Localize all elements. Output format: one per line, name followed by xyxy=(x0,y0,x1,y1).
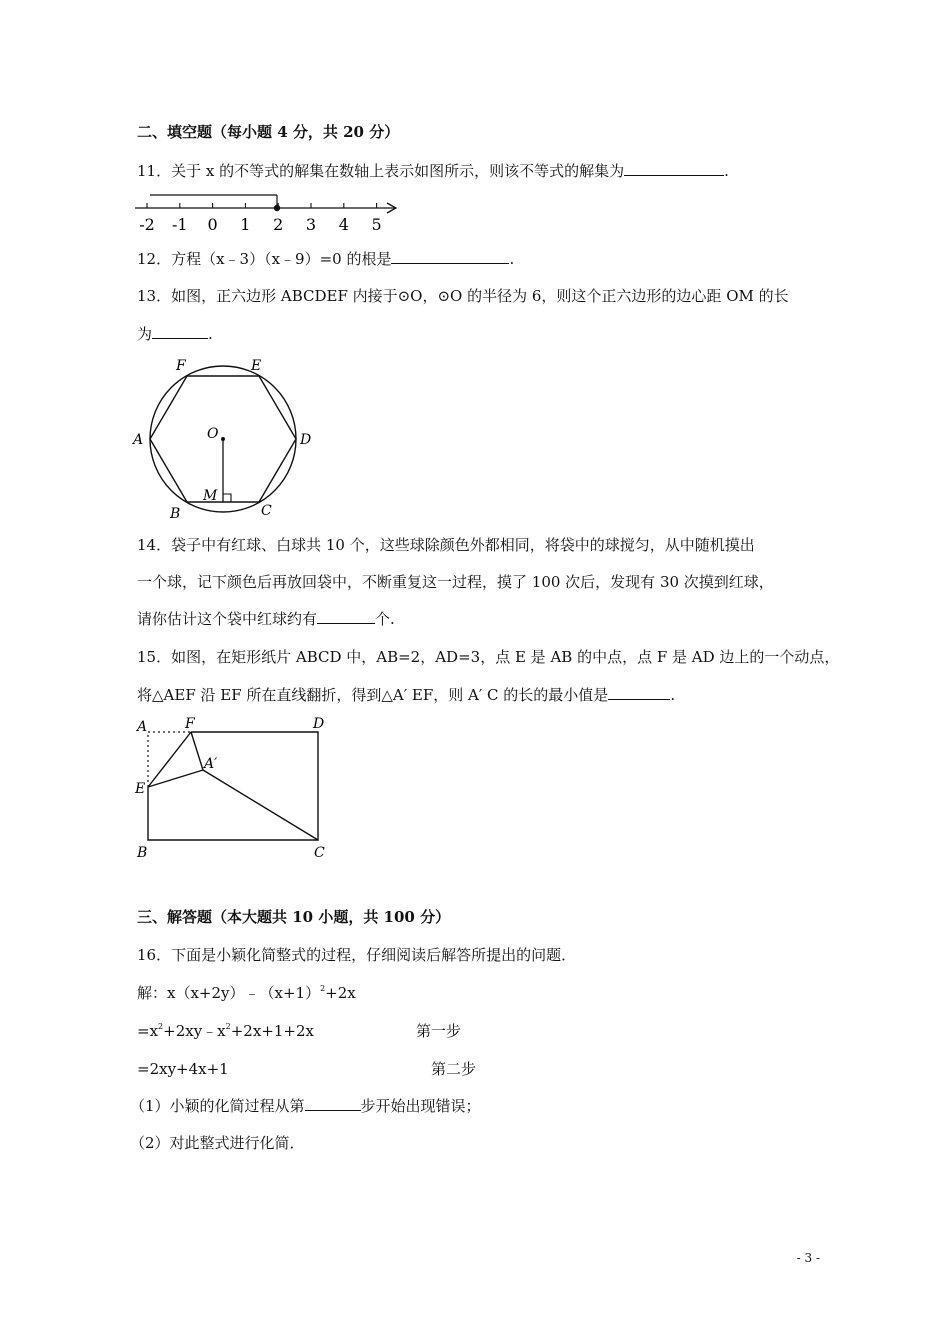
question-14-line3 xyxy=(137,609,395,629)
question-text: 11．关于 x 的不等式的解集在数轴上表示如图所示，则该不等式的解集为 xyxy=(137,162,625,180)
expression: 解：x（x+2y）﹣（x+1） xyxy=(137,984,321,1002)
label-e: E xyxy=(251,358,262,374)
segment-a-prime-c xyxy=(203,770,318,840)
question-text: 请你估计这个袋中红球约有 xyxy=(137,610,318,628)
tick-label: 3 xyxy=(305,215,317,234)
question-13-line2 xyxy=(137,324,213,344)
label-c: C xyxy=(314,845,325,861)
expression: +2x xyxy=(325,984,356,1002)
question-11 xyxy=(137,161,729,181)
label-f: F xyxy=(176,358,186,374)
tick-label: 1 xyxy=(240,215,251,234)
label-a: A xyxy=(137,719,148,735)
answer-blank xyxy=(624,161,724,176)
solution-line xyxy=(137,983,356,1003)
question-14-line2: 一个球，记下颜色后再放回袋中，不断重复这一过程，摸了 100 次后，发现有 30 次摸到红球， xyxy=(137,573,774,591)
period: . xyxy=(509,250,515,268)
period: . xyxy=(208,325,213,343)
expression: +2x+1+2x xyxy=(230,1022,314,1040)
period: . xyxy=(670,686,676,704)
label-a-prime: A′ xyxy=(204,756,218,772)
question-16-intro: 16．下面是小颖化简整式的过程，仔细阅读后解答所提出的问题． xyxy=(137,946,577,964)
label-e: E xyxy=(135,781,146,797)
unit-text: 个. xyxy=(375,610,395,628)
part-1 xyxy=(130,1096,481,1116)
segment-fa-prime xyxy=(191,732,203,770)
step-1-label: 第一步 xyxy=(416,1022,462,1040)
label-b: B xyxy=(170,506,181,522)
tick-label: -1 xyxy=(172,215,188,234)
question-15-line2 xyxy=(137,685,675,705)
period: . xyxy=(724,162,729,180)
label-m: M xyxy=(203,488,218,504)
question-text: 将△AEF 沿 EF 所在直线翻折，得到△A′ EF，则 A′ C 的长的最小值是 xyxy=(137,686,609,704)
label-d: D xyxy=(300,432,312,448)
question-text: 12．方程（x﹣3）（x﹣9）=0 的根是 xyxy=(137,250,392,268)
answer-blank xyxy=(391,249,509,264)
page-number: - 3 - xyxy=(796,1251,820,1265)
question-14-line1: 14．袋子中有红球、白球共 10 个，这些球除颜色外都相同，将袋中的球搅匀，从中随机摸出 xyxy=(137,536,755,554)
question-text: （1）小颖的化简过程从第 xyxy=(130,1097,305,1115)
label-b: B xyxy=(137,845,148,861)
number-line-figure xyxy=(130,192,410,236)
center-point xyxy=(221,437,225,441)
tick-label: 5 xyxy=(371,215,382,234)
label-o: O xyxy=(207,426,219,442)
expression: =x xyxy=(137,1022,159,1040)
right-angle-mark xyxy=(223,494,231,502)
segment-ef xyxy=(148,732,191,787)
exponent: 2 xyxy=(225,1022,231,1031)
exponent: 2 xyxy=(320,984,326,993)
exponent: 2 xyxy=(158,1022,164,1031)
label-f: F xyxy=(185,716,195,732)
section-heading: 三、解答题（本大题共 10 小题，共 100 分） xyxy=(137,908,451,926)
step-2-line: =2xy+4x+1 xyxy=(137,1060,229,1078)
tick-label: -2 xyxy=(139,215,155,234)
answer-blank xyxy=(152,324,208,339)
question-12 xyxy=(137,249,514,269)
question-13-line1: 13．如图，正六边形 ABCDEF 内接于⊙O，⊙O 的半径为 6，则这个正六边形的边心距 OM 的长 xyxy=(137,287,789,305)
section-heading: 二、填空题（每小题 4 分，共 20 分） xyxy=(137,123,400,141)
question-text: 为 xyxy=(137,325,153,343)
part-2: （2）对此整式进行化简． xyxy=(130,1134,305,1152)
tick-label: 0 xyxy=(207,215,218,234)
step-2-label: 第二步 xyxy=(431,1060,477,1078)
tick-label: 4 xyxy=(338,215,349,234)
expression: +2xy﹣x xyxy=(163,1022,226,1040)
label-d: D xyxy=(313,716,325,732)
answer-blank xyxy=(608,685,670,700)
segment-ea-prime xyxy=(148,770,203,787)
step-1-line xyxy=(137,1021,314,1041)
tick-label: 2 xyxy=(273,215,284,234)
label-c: C xyxy=(261,503,272,519)
hexagon-figure xyxy=(130,352,330,524)
answer-blank xyxy=(317,609,375,624)
rectangle-fold-figure xyxy=(130,712,340,864)
label-a: A xyxy=(133,432,144,448)
answer-blank xyxy=(305,1096,361,1111)
question-text: 步开始出现错误； xyxy=(360,1097,481,1115)
question-15-line1: 15．如图，在矩形纸片 ABCD 中，AB=2，AD=3，点 E 是 AB 的中点，点 F 是 AD 边上的一个动点， xyxy=(137,648,840,666)
